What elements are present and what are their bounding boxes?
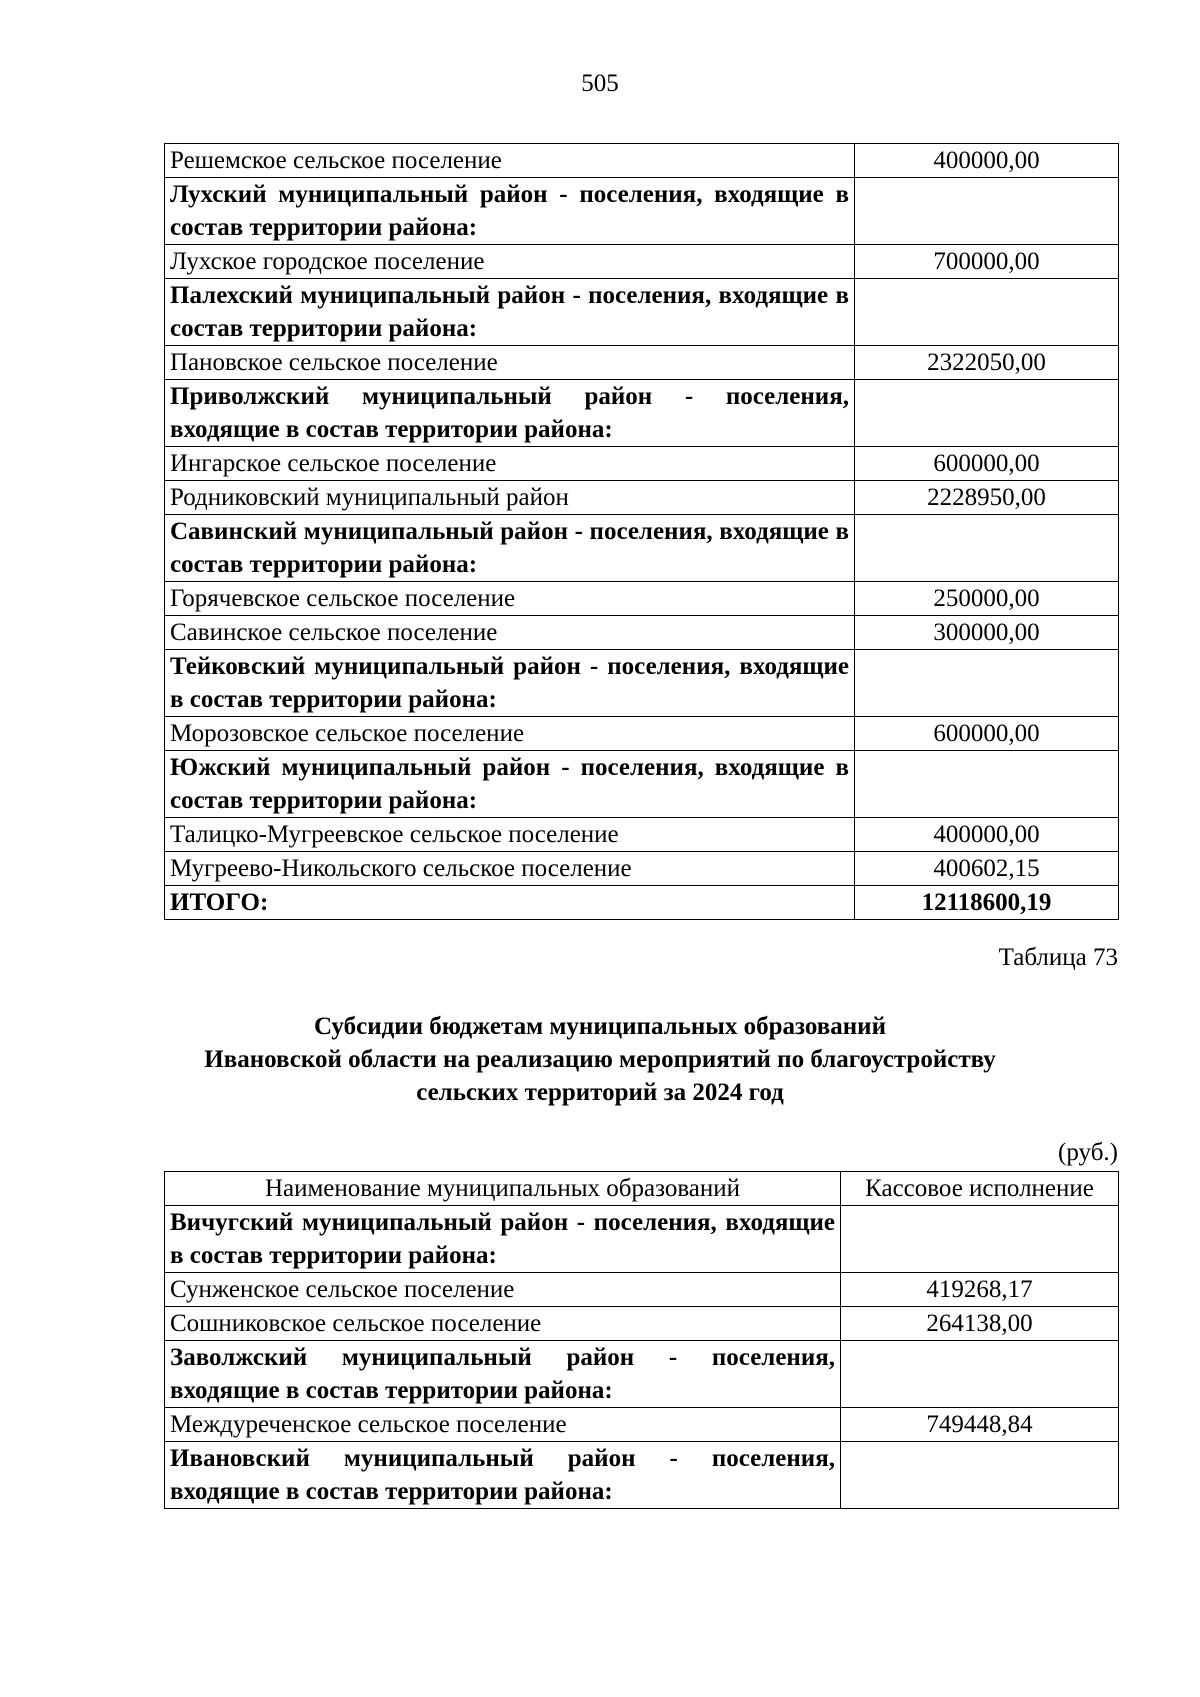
amount-cell bbox=[841, 1442, 1119, 1509]
district-header-cell: Палехский муниципальный район - поселения, входящие в состав территории района: bbox=[165, 279, 855, 346]
amount-cell: 2228950,00 bbox=[855, 481, 1119, 515]
settlement-name-cell: Сунженское сельское поселение bbox=[165, 1273, 841, 1307]
settlement-name-cell: Савинское сельское поселение bbox=[165, 616, 855, 650]
table-row bbox=[165, 1442, 1119, 1509]
table-row bbox=[165, 650, 1119, 717]
table-row bbox=[165, 144, 1119, 178]
header-name: Наименование муниципальных образований bbox=[165, 1172, 841, 1206]
settlement-name-cell: Ингарское сельское поселение bbox=[165, 447, 855, 481]
amount-cell: 600000,00 bbox=[855, 717, 1119, 751]
amount-cell: 419268,17 bbox=[841, 1273, 1119, 1307]
district-header-cell: Вичугский муниципальный район - поселения, входящие в состав территории района: bbox=[165, 1206, 841, 1273]
header-value: Кассовое исполнение bbox=[841, 1172, 1119, 1206]
table-row bbox=[165, 279, 1119, 346]
table-header-row bbox=[165, 1172, 1119, 1206]
settlement-name-cell: Родниковский муниципальный район bbox=[165, 481, 855, 515]
district-header-cell: Савинский муниципальный район - поселения, входящие в состав территории района: bbox=[165, 515, 855, 582]
table-row bbox=[165, 717, 1119, 751]
district-header-cell: Лухский муниципальный район - поселения, входящие в состав территории района: bbox=[165, 178, 855, 245]
page-number: 505 bbox=[581, 70, 619, 97]
table-row bbox=[165, 447, 1119, 481]
table-row bbox=[165, 852, 1119, 886]
table-row bbox=[165, 582, 1119, 616]
table-row bbox=[165, 245, 1119, 279]
table-row bbox=[165, 616, 1119, 650]
settlement-name-cell: Горячевское сельское поселение bbox=[165, 582, 855, 616]
table2-body bbox=[165, 1172, 1119, 1509]
table-row bbox=[165, 1341, 1119, 1408]
amount-cell: 600000,00 bbox=[855, 447, 1119, 481]
total-row bbox=[165, 886, 1119, 920]
district-header-cell: Заволжский муниципальный район - поселения, входящие в состав территории района: bbox=[165, 1341, 841, 1408]
table-row bbox=[165, 1273, 1119, 1307]
table-row bbox=[165, 751, 1119, 818]
table1-body bbox=[165, 144, 1119, 920]
district-header-cell: Ивановский муниципальный район - поселения, входящие в состав территории района: bbox=[165, 1442, 841, 1509]
amount-cell bbox=[855, 650, 1119, 717]
table-row bbox=[165, 380, 1119, 447]
table-row bbox=[165, 1307, 1119, 1341]
table-title-line-2: Ивановской области на реализацию мероприятий по благоустройству bbox=[204, 1046, 996, 1073]
settlement-name-cell: Морозовское сельское поселение bbox=[165, 717, 855, 751]
total-label: ИТОГО: bbox=[165, 886, 855, 920]
amount-cell: 264138,00 bbox=[841, 1307, 1119, 1341]
amount-cell bbox=[855, 178, 1119, 245]
settlement-name-cell: Лухское городское поселение bbox=[165, 245, 855, 279]
settlement-name-cell: Междуреченское сельское поселение bbox=[165, 1408, 841, 1442]
table-row bbox=[165, 1206, 1119, 1273]
unit-label: (руб.) bbox=[1058, 1139, 1118, 1166]
amount-cell: 400000,00 bbox=[855, 144, 1119, 178]
table-row bbox=[165, 481, 1119, 515]
amount-cell bbox=[855, 380, 1119, 447]
table-row bbox=[165, 515, 1119, 582]
amount-cell bbox=[855, 751, 1119, 818]
settlement-name-cell: Пановское сельское поселение bbox=[165, 346, 855, 380]
amount-cell: 749448,84 bbox=[841, 1408, 1119, 1442]
table-title-line-1: Субсидии бюджетам муниципальных образований bbox=[314, 1013, 886, 1040]
amount-cell bbox=[841, 1206, 1119, 1273]
amount-cell: 700000,00 bbox=[855, 245, 1119, 279]
table-title bbox=[0, 1010, 1200, 1109]
total-value: 12118600,19 bbox=[855, 886, 1119, 920]
amount-cell: 400000,00 bbox=[855, 818, 1119, 852]
table-number: Таблица 73 bbox=[998, 944, 1118, 971]
table-row bbox=[165, 346, 1119, 380]
settlement-name-cell: Сошниковское сельское поселение bbox=[165, 1307, 841, 1341]
table-title-line-3: сельских территорий за 2024 год bbox=[416, 1079, 784, 1106]
table-row bbox=[165, 818, 1119, 852]
table-row bbox=[165, 178, 1119, 245]
table-row bbox=[165, 1408, 1119, 1442]
amount-cell: 2322050,00 bbox=[855, 346, 1119, 380]
amount-cell: 400602,15 bbox=[855, 852, 1119, 886]
settlement-name-cell: Мугреево-Никольского сельское поселение bbox=[165, 852, 855, 886]
settlement-name-cell: Решемское сельское поселение bbox=[165, 144, 855, 178]
amount-cell: 250000,00 bbox=[855, 582, 1119, 616]
amount-cell bbox=[855, 515, 1119, 582]
subsidies-table bbox=[164, 1171, 1119, 1509]
district-header-cell: Тейковский муниципальный район - поселения, входящие в состав территории района: bbox=[165, 650, 855, 717]
district-header-cell: Приволжский муниципальный район - поселения, входящие в состав территории района: bbox=[165, 380, 855, 447]
settlement-name-cell: Талицко-Мугреевское сельское поселение bbox=[165, 818, 855, 852]
amount-cell bbox=[855, 279, 1119, 346]
amount-cell: 300000,00 bbox=[855, 616, 1119, 650]
budget-table-continued bbox=[164, 143, 1119, 920]
district-header-cell: Южский муниципальный район - поселения, входящие в состав территории района: bbox=[165, 751, 855, 818]
amount-cell bbox=[841, 1341, 1119, 1408]
